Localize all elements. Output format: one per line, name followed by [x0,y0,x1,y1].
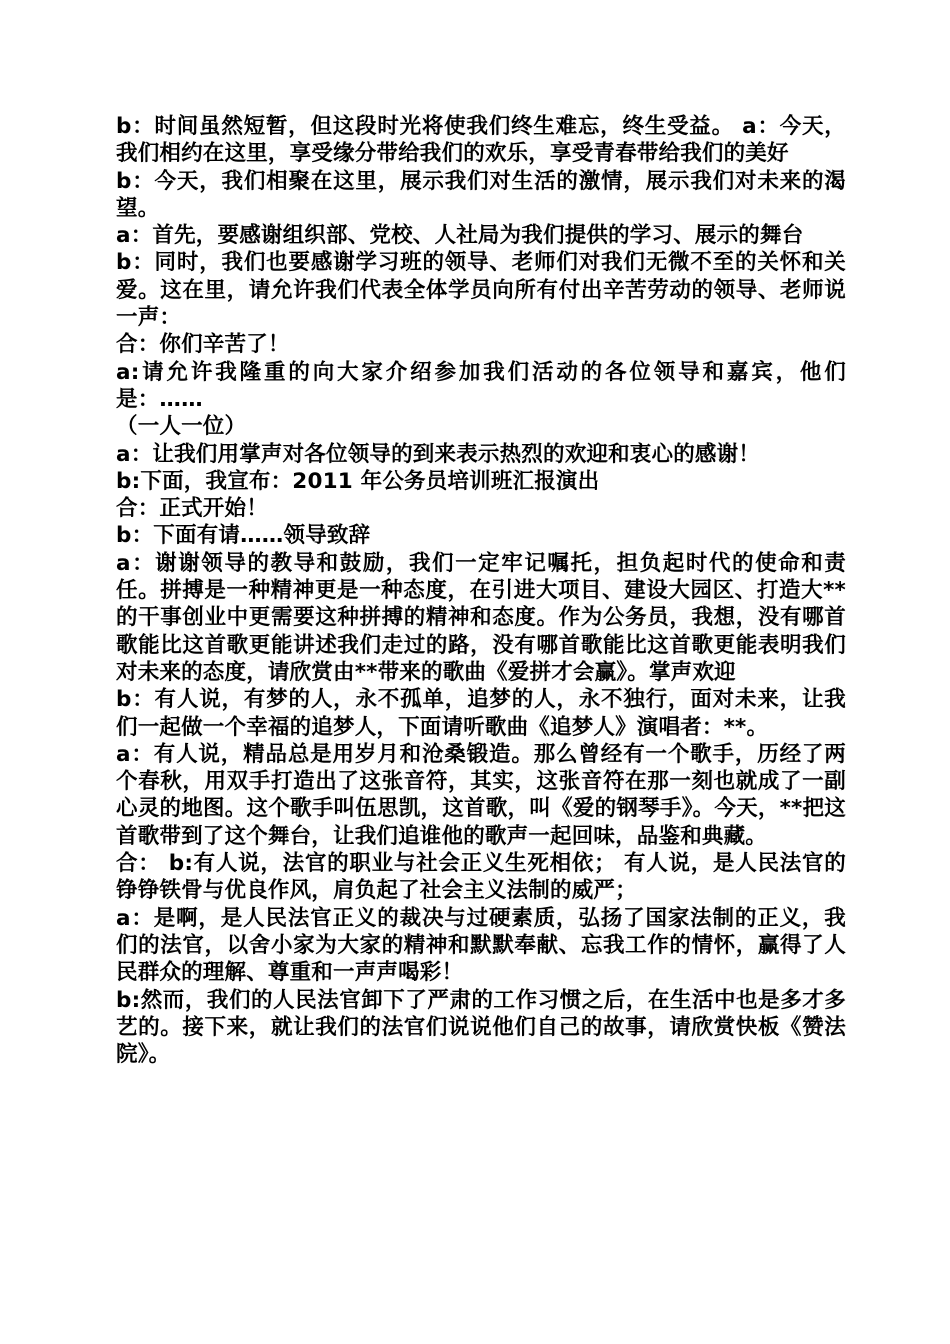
paragraph-11: b：下面有请……领导致辞 [116,523,371,549]
paragraph-4: b：同时，我们也要感谢学习班的领导、老师们对我们无微不至的关怀和关爱。这在里，请允许我们代表全体学员向所有付出辛苦劳动的领导、老师说一声： [116,250,846,331]
paragraph-9: b:下面，我宣布：2011 年公务员培训班汇报演出 [116,468,600,494]
document-body [116,113,846,1068]
paragraph-17: b:然而，我们的人民法官卸下了严肃的工作习惯之后，在生活中也是多才多艺的。接下来，就让我们的法官们说说他们自己的故事，请欣赏快板《赞法院》。 [116,987,846,1068]
paragraph-1: b：时间虽然短暂，但这段时光将使我们终生难忘，终生受益。 a：今天，我们相约在这里，享受缘分带给我们的欢乐，享受青春带给我们的美好 [116,114,846,167]
paragraph-10: 合：正式开始！ [116,496,268,522]
paragraph-15: 合： b:有人说，法官的职业与社会正义生死相依； 有人说，是人民法官的铮铮铁骨与优良作风，肩负起了社会主义法制的威严； [116,851,846,904]
paragraph-8: a：让我们用掌声对各位领导的到来表示热烈的欢迎和衷心的感谢！ [116,441,761,467]
paragraph-5: 合：你们辛苦了！ [116,332,290,358]
paragraph-13: b：有人说，有梦的人，永不孤单，追梦的人，永不独行，面对未来，让我们一起做一个幸福的追梦人，下面请听歌曲《追梦人》演唱者：**。 [116,687,846,740]
paragraph-3: a：首先，要感谢组织部、党校、人社局为我们提供的学习、展示的舞台 [116,223,804,249]
paragraph-14: a：有人说，精品总是用岁月和沧桑锻造。那么曾经有一个歌手，历经了两个春秋，用双手打造出了这张音符，其实，这张音符在那一刻也就成了一副心灵的地图。这个歌手叫伍思凯，这首歌，叫《爱的钢琴手》。今天，**把这首歌带到了这个舞台，让我们追谁他的歌声一起回味，品鉴和典藏。 [116,741,846,849]
paragraph-16: a：是啊，是人民法官正义的裁决与过硬素质，弘扬了国家法制的正义，我们的法官，以舍小家为大家的精神和默默奉献、忘我工作的情怀，赢得了人民群众的理解、尊重和一声声喝彩！ [116,905,846,986]
paragraph-6: a:请允许我隆重的向大家介绍参加我们活动的各位领导和嘉宾，他们是：…… [116,359,846,412]
paragraph-12: a：谢谢领导的教导和鼓励，我们一定牢记嘱托，担负起时代的使命和责任。拼搏是一种精神更是一种态度，在引进大项目、建设大园区、打造大**的干事创业中更需要这种拼搏的精神和态度。作为公务员，我想，没有哪首歌能比这首歌更能讲述我们走过的路，没有哪首歌能比这首歌更能表明我们对未来的态度，请欣赏由**带来的歌曲《爱拼才会赢》。掌声欢迎 [116,550,846,685]
paragraph-7: （一人一位） [116,414,247,440]
paragraph-2: b：今天，我们相聚在这里，展示我们对生活的激情，展示我们对未来的渴望。 [116,168,846,221]
